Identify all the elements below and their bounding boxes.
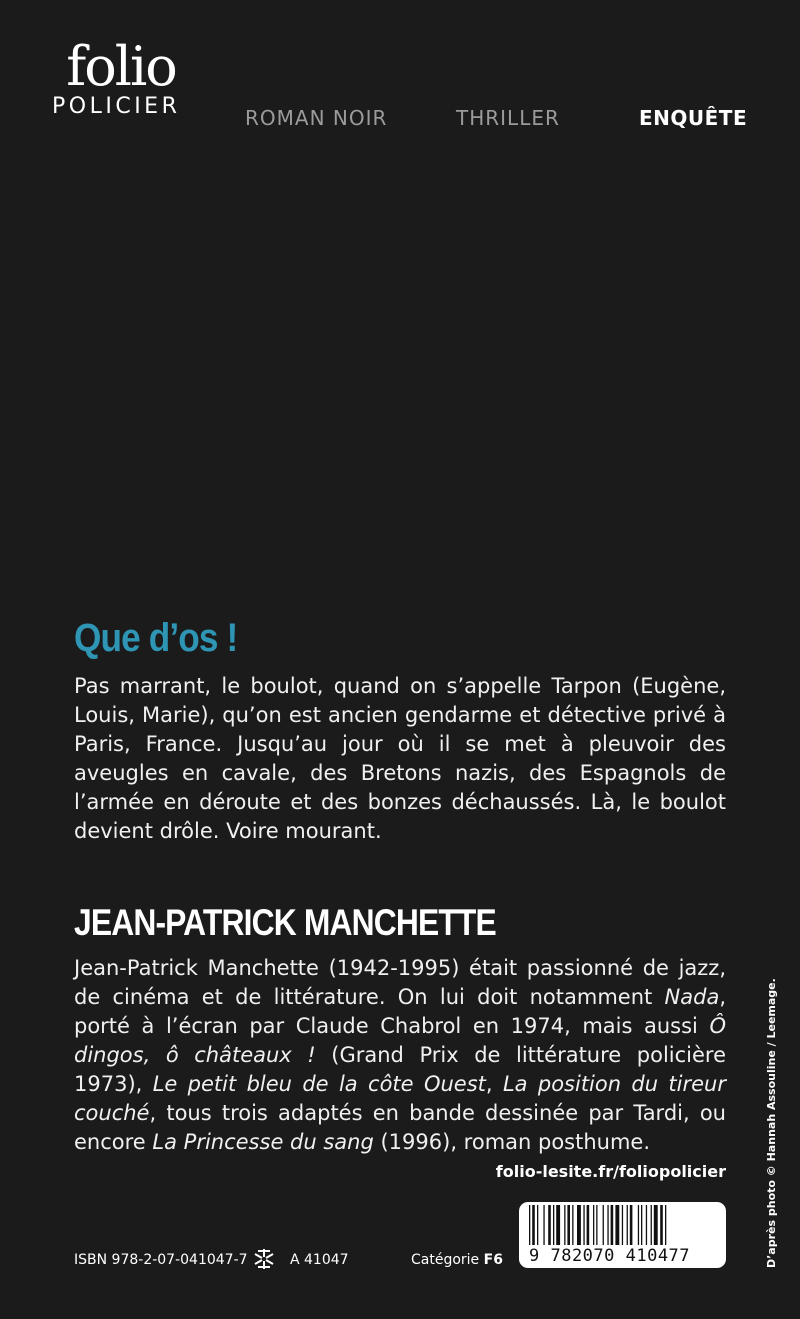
barcode-bar (603, 1205, 604, 1245)
barcode-bar (567, 1205, 570, 1245)
author-bio: Jean-Patrick Manchette (1942-1995) était passionné de jazz, de cinéma et de littérature. On lui doit notamment Nada, porté à l’écran par Claude Chabrol en 1974, mais aussi Ô dingos, ô châteaux ! (Grand Prix de littérature policière 1973), Le petit bleu de la côte Ouest, La position du tireur couché, tous trois adaptés en bande dessinée par Tardi, ou encore La Princesse du sang (1996), roman posthume. (74, 956, 727, 1154)
website-link[interactable]: folio-lesite.fr/foliopolicier (495, 1162, 726, 1181)
title-princesse-sang: La Princesse du sang (152, 1130, 374, 1154)
barcode-bar (630, 1205, 633, 1245)
category-label: Catégorie (411, 1252, 480, 1268)
barcode-bar (641, 1205, 642, 1245)
barcode (519, 1202, 726, 1268)
barcode-bar (646, 1205, 647, 1245)
barcode-bar (665, 1205, 666, 1245)
barcode-bars (529, 1205, 717, 1247)
barcode-bar (572, 1205, 573, 1245)
barcode-bar (564, 1205, 565, 1245)
genre-enquete: ENQUÊTE (639, 106, 748, 130)
barcode-bar (627, 1205, 628, 1245)
isbn: ISBN 978-2-07-041047-7 (74, 1252, 248, 1268)
barcode-bar (660, 1205, 663, 1245)
barcode-bar (615, 1205, 619, 1245)
barcode-bar (532, 1205, 535, 1245)
barcode-bar (651, 1205, 652, 1245)
barcode-bar (553, 1205, 554, 1245)
gallimard-star-icon (252, 1247, 276, 1275)
genre-roman-noir: ROMAN NOIR (245, 106, 388, 130)
barcode-bar (537, 1205, 538, 1245)
title-position-tireur: La position du tireur couché (74, 1072, 726, 1125)
ref-number: A 41047 (290, 1252, 349, 1268)
barcode-bar (543, 1205, 544, 1245)
author-name: JEAN-PATRICK MANCHETTE (74, 902, 496, 943)
barcode-bar (593, 1205, 594, 1245)
barcode-bar (611, 1205, 614, 1245)
barcode-number: 9 782070 410477 (529, 1246, 691, 1266)
folio-policier-logo (52, 35, 202, 119)
logo-folio-word: folio (66, 35, 176, 98)
book-blurb: Pas marrant, le boulot, quand on s’appelle Tarpon (Eugène, Louis, Marie), qu’on est ancien gendarme et détective privé à Paris, France. Jusqu’au jour où il se met à pleuvoir des aveugles en cavale, des Bretons nazis, des Espagnols de l’armée en déroute et des bonzes déchaussés. Là, le boulot devient drôle. Voire mourant. (74, 674, 726, 843)
category (411, 1252, 503, 1268)
barcode-bar (583, 1205, 584, 1245)
book-title: Que d’os ! (74, 616, 238, 660)
genre-thriller: THRILLER (456, 106, 560, 130)
barcode-bar (607, 1205, 608, 1245)
barcode-bar (638, 1205, 639, 1245)
barcode-bar (587, 1205, 590, 1245)
category-value: F6 (483, 1252, 503, 1268)
title-nada: Nada (664, 985, 720, 1009)
barcode-bar (577, 1205, 581, 1245)
barcode-bar (548, 1205, 551, 1245)
photo-credit: D’après photo © Hannah Assouline / Leemage. (765, 978, 778, 1268)
barcode-bar (556, 1205, 560, 1245)
barcode-bar (622, 1205, 623, 1245)
barcode-bar (596, 1205, 597, 1245)
barcode-bar (654, 1205, 658, 1245)
title-o-dingos: Ô dingos, ô châteaux ! (74, 1014, 726, 1067)
title-petit-bleu: Le petit bleu de la côte Ouest (152, 1072, 486, 1096)
barcode-bar (529, 1205, 530, 1245)
logo-collection-name: POLICIER (52, 94, 181, 119)
